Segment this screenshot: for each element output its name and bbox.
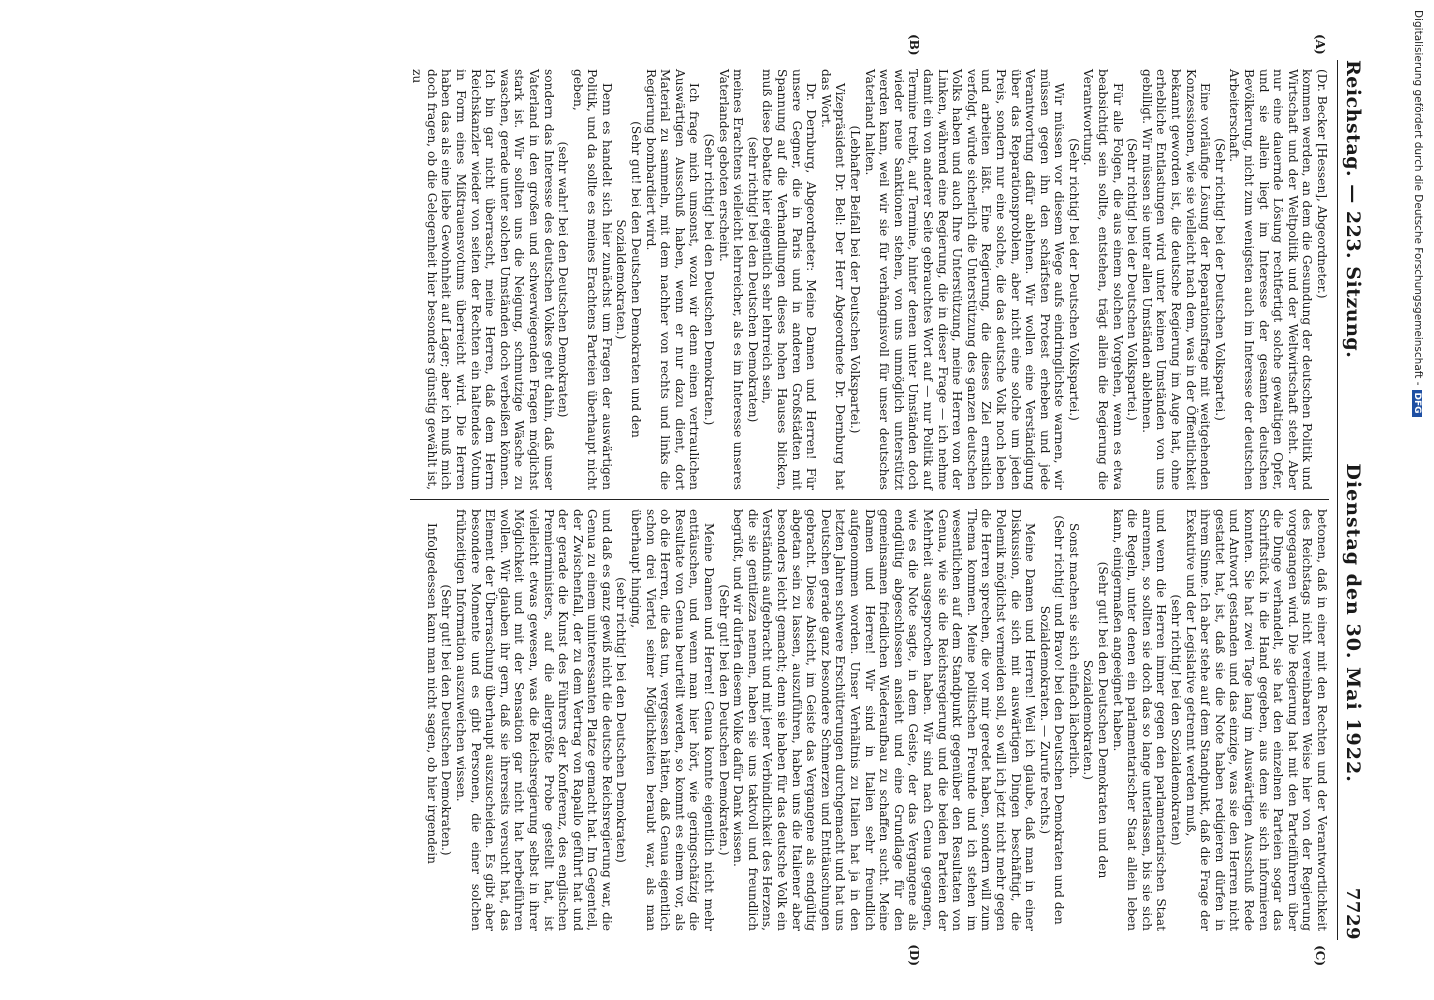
paragraph: meines Erachtens vielleicht lehrreicher, als es im Interesse unseres Vaterlandes geboten erscheint.	[716, 69, 746, 490]
margin-marker-b: (B)	[907, 34, 921, 56]
right-column	[410, 500, 1329, 940]
paragraph: Eine vorläufige Lösung der Reparationsfrage mit weitgehenden Konzessionen, wie sie vielleicht nach dem, was in der Öffentlichkeit bekannt geworden ist, die deutsche Regierung im Auge hat, ohne erhebliche Entlastungen wird unter keinen Umständen von uns gebilligt. Wir müssen sie unter allen Umständen ablehnen.	[1139, 69, 1213, 490]
interjection: (sehr richtig! bei den Sozialdemokraten)	[1169, 594, 1184, 846]
header-date: Dienstag den 30. Mai 1922.	[1342, 463, 1364, 783]
paragraph: betonen, daß in einer mit den Rechten und der Verantwortlichkeit des Reichstags nicht vereinbaren Weise hier von der Regierung vorgegangen wird. Die Regierung hat mit den Parteiführern über die Dinge verhandelt, sie hat den einzelnen Parteien sogar das Schriftstück in die Hand gegeben, aus dem sie sich informieren konnten. Sie hat zwei Tage lang im Auswärtigen Ausschuß Rede und Antwort gestanden und das einzige, was sie den Herren nicht gestattet hat, ist, daß sie die Note haben redigieren dürfen in ihrem Sinne. Ich aber stehe auf dem Standpunkt, daß die Frage der Exekutive und der Legislative getrennt werden muß,	[1183, 509, 1329, 931]
interjection: (Sehr richtig! bei der Deutschen Volkspartei.)	[1125, 138, 1140, 421]
document-page	[20, 0, 1390, 1000]
speaker-reference: (Dr. Becker [Hessen], Abgeordneter.)	[1315, 69, 1329, 299]
interjection: (Sehr gut! bei den Deutschen Demokraten.)	[439, 584, 454, 856]
paragraph: Ich frage mich umsonst, wozu wir denn einen vertraulichen Auswärtigen Ausschuß haben, wenn er nur dazu dient, dort Material zu sammeln, mit dem nachher von rechts und links die Regierung bombardiert wird.	[643, 69, 702, 490]
interjection: (sehr richtig! bei den Deutschen Demokraten)	[745, 136, 760, 423]
margin-marker-c: (C)	[1313, 945, 1327, 966]
paragraph: Wir müssen vor diesem Wege aufs eindringlichste warnen, wir müssen gegen ihn den schärfsten Protest erheben und jede Verantwortung dafür ablehnen. Wir wollen eine Verständigung über das Reparationsproblem, aber nicht eine solche um jeden Preis, sondern nur eine solche, die das deutsche Volk noch leben und arbeiten läßt. Eine Regierung, die dieses Ziel ernstlich verfolgt, würde sicherlich die Unterstützung des ganzen deutschen Volks haben und auch Ihre Unterstützung, meine Herren von der Linken, während eine Regierung, die in dieser Frage — ich nehme damit ein von anderer Seite gebrauchtes Wort auf — nur Politik auf Termine treibt, auf Termine, hinter denen unter Umständen doch wieder neue Sanktionen stehen, von uns unmöglich unterstützt werden kann, weil wir sie für verhängnisvoll für unser deutsches Vaterland halten.	[862, 69, 1067, 490]
page-header	[1337, 60, 1364, 940]
paragraph: Meine Damen und Herren! Genua konnte eigentlich nicht mehr enttäuschen, und wenn man hier hört, wie geringschätzig die Resultate von Genua beurteilt werden, so kommt es einem vor, als ob die Herren, die das tun, vergessen hätten, daß Genua eigentlich schon drei Viertel seiner Möglichkeiten beraubt war, als man überhaupt hinging,	[629, 509, 717, 931]
interjection: (sehr wahr! bei den Deutschen Demokraten)	[556, 141, 571, 418]
paragraph: Für alle Folgen, die aus einem solchen Vorgehen, wenn es etwa beabsichtigt sein sollte, entstehen, trägt allein die Regierung die Verantwortung.	[1081, 69, 1125, 490]
digitization-credit: Digitalisierung gefördert durch die Deutsche Forschungsgemeinschaft -	[1412, 10, 1424, 386]
speaker-announcement: Vizepräsident Dr. Bell: Der Herr Abgeordnete Dr. Dernburg hat das Wort.	[818, 69, 848, 490]
dfg-logo: DFG	[1412, 390, 1422, 417]
interjection: (Sehr richtig! bei der Deutschen Volkspartei.)	[1212, 138, 1227, 421]
interjection: (sehr richtig! bei den Deutschen Demokraten)	[614, 577, 629, 863]
margin-marker-d: (D)	[907, 944, 921, 966]
paragraph: Meine Damen und Herren! Weil ich glaube, daß man in einer Diskussion, die sich mit auswärtigen Dingen beschäftigt, die Polemik möglichst vermeiden soll, so will ich jetzt nicht mehr gegen die Herren sprechen, die vor mir geredet haben, sondern will zum Thema kommen. Meine politischen Freunde und ich stehen im wesentlichen auf dem Standpunkt gegenüber den Resultaten von Genua, wie sie die Reichsregierung und die beiden Parteien der Mehrheit ausgesprochen haben. Wir sind nach Genua gegangen, wie es die Note sagte, in dem Geiste, der das Vergangene als endgültig abgeschlossen ansieht und eine Grundlage für den gemeinsamen friedlichen Wiederaufbau zu schaffen sucht. Meine Damen und Herren! Wir sind in Italien sehr freundlich aufgenommen worden. Unser Verhältnis zu Italien hat ja in den letzten Jahren schwere Erschütterungen durchgemacht und hat uns Deutschen gerade ganz besondere Schmerzen und Enttäuschungen gebracht. Diese Absicht, im Geiste das Vergangene als endgültig abgetan sein zu lassen, auszuführen, haben uns die Italiener aber besonders leicht gemacht; denn sie haben für das deutsche Volk ein Verständnis aufgebracht und mit jener Verbindlichkeit des Herzens, die sie gentilezza nennen, haben sie uns taktvoll und freundlich begrüßt, und wir dürfen diesem Volke dafür Dank wissen.	[731, 509, 1038, 931]
margin-marker-a: (A)	[1313, 34, 1327, 55]
paragraph: und daß es ganz gewiß nicht die deutsche Reichsregierung war, die Genua zu einem uninteressanten Platze gemacht hat. Im Gegenteil, der Zwischenfall, der zu dem Vertrag von Rapallo geführt hat und der gerade die Kunst des Führers der Konferenz, des englischen Premierministers, auf die allergrößte Probe gestellt hat, ist vielleicht etwas gewesen, was die Reichsregierung selbst in ihrer Möglichkeit und mit der Sensation gar nicht hat herbeiführen wollen. Wir glauben ihr gern, daß sie ihrerseits versucht hat, das Element der Überraschung überhaupt auszuscheiden. Es gibt aber besondere Momente und es gibt Personen, die einer solchen frühzeitigen Information auszuweichen wissen.	[453, 509, 614, 931]
paragraph: Sonst machen sie sich einfach lächerlich.	[1066, 523, 1081, 779]
digitization-note	[1410, 0, 1430, 1000]
paragraph: sondern das Interesse des deutschen Volkes geht dahin, daß unser Vaterland in den großen und schwerwiegenden Fragen möglichst stark ist. Wir sollten uns die Neigung, schmutzige Wäsche zu waschen, gerade unter solchen Umständen doch verbeißen können. Ich bin gar nicht überrascht, meine Herren, daß dem Herrn Reichskanzler wieder von seiten der Rechten ein haltendes Votum in Form eines Mißtrauensvotums überreicht wird. Die Herren haben das als eine liebe Gewohnheit auf Lager; aber ich muß mich doch fragen, ob die Gelegenheit hier besonders günstig gewählt ist, zu	[410, 69, 556, 490]
paragraph: und wenn die Herren immer gegen den parlamentarischen Staat anrennen, so sollten sie doch das so lange unterlassen, bis sie sich die Regeln, unter denen ein parlamentarischer Staat allein leben kann, einigermaßen angeeignet haben.	[1110, 509, 1169, 931]
text-columns	[410, 34, 1329, 966]
paragraph: Infolgedessen kann man nicht sagen, ob hier irgendein	[424, 523, 439, 865]
interjection: (Sehr gut! bei den Deutschen Demokraten und den Sozialdemokraten.)	[1081, 561, 1111, 879]
page-number: 7729	[1342, 887, 1363, 940]
paragraph: Denn es handelt sich hier zunächst um Fragen der auswärtigen Politik, und da sollte es meines Erachtens Parteien überhaupt nicht geben,	[570, 69, 614, 490]
header-left: Reichstag. — 223. Sitzung.	[1342, 60, 1364, 359]
interjection: (Sehr gut! bei den Deutschen Demokraten.)	[716, 584, 731, 856]
interjection: (Lebhafter Beifall bei der Deutschen Volkspartei.)	[848, 125, 862, 434]
left-column	[410, 60, 1329, 500]
paragraph: kommen werden, an dem die Gesundung der deutschen Politik und Wirtschaft und der Weltpolitik und der Weltwirtschaft steht. Aber nur eine dauernde Lösung rechtfertigt solche gewaltigen Opfer, und sie allein liegt im Interesse der gesamten deutschen Bevölkerung, nicht zum wenigsten auch im Interesse der deutschen Arbeiterschaft.	[1227, 69, 1315, 491]
interjection: (Sehr richtig! und Bravo! bei den Deutschen Demokraten und den Sozialdemokraten. — Zurufe rechts.)	[1037, 515, 1067, 925]
paragraph: Dr. Dernburg, Abgeordneter: Meine Damen und Herren! Für unsere Gegner, die in Paris und in anderen Großstädten mit Spannung auf die Verhandlungen dieses hohen Hauses blicken, muß diese Debatte hier eigentlich sehr lehrreich sein,	[760, 69, 819, 490]
interjection: (Sehr richtig! bei der Deutschen Volkspartei.)	[1066, 138, 1081, 421]
interjection: (Sehr gut! bei den Deutschen Demokraten und den Sozialdemokraten.)	[614, 121, 644, 438]
interjection: (Sehr richtig! bei den Deutschen Demokraten.)	[702, 133, 717, 426]
